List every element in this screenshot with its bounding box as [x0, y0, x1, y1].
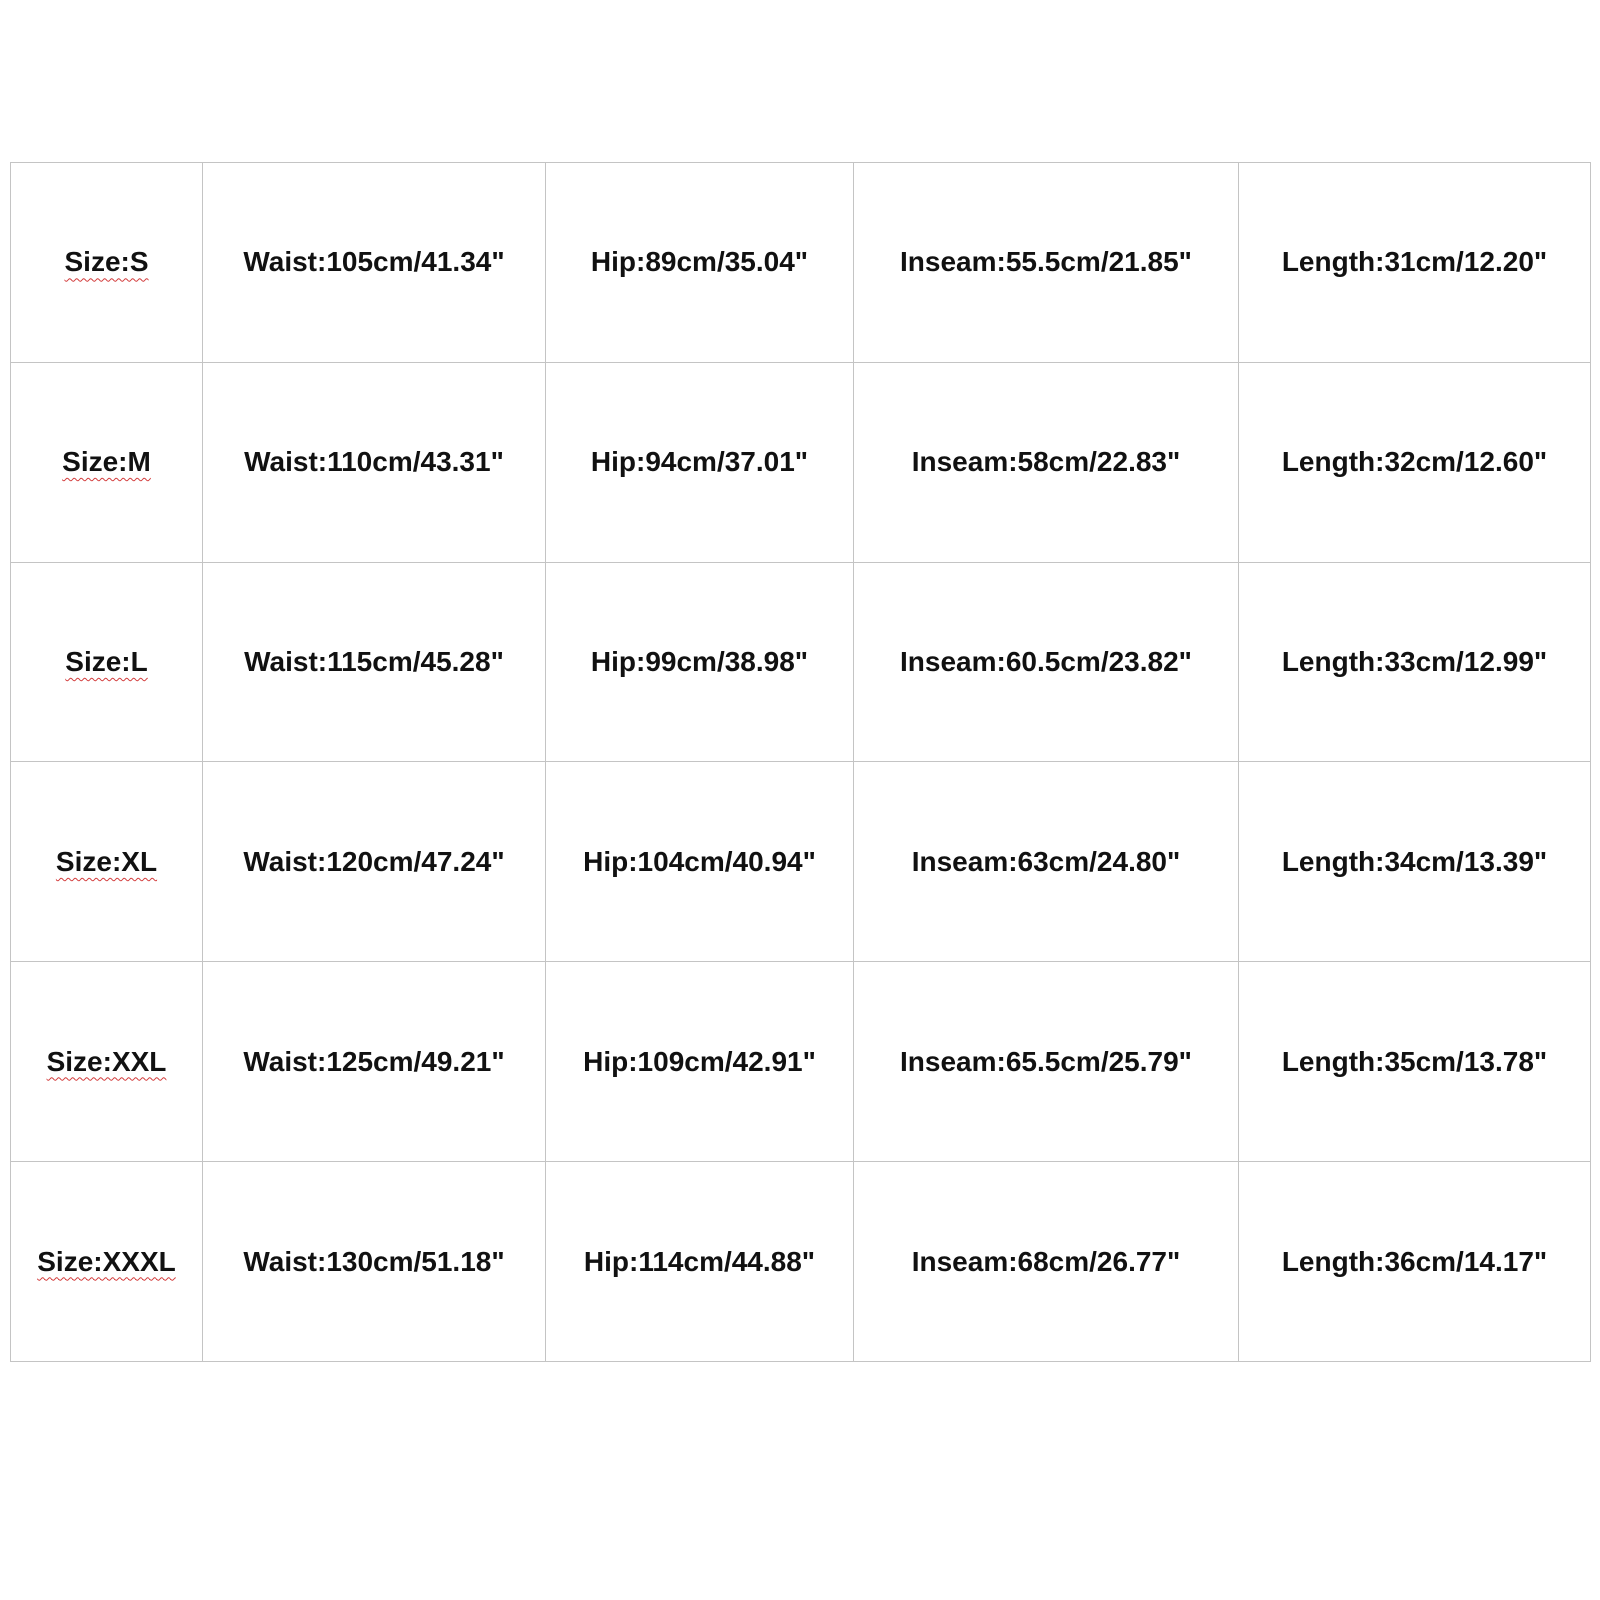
table-row: [11, 163, 1591, 363]
hip-cell: Hip:94cm/37.01": [546, 362, 854, 562]
length-cell: Length:35cm/13.78": [1239, 962, 1591, 1162]
size-chart-table: [10, 162, 1591, 1362]
inseam-cell: Inseam:60.5cm/23.82": [854, 562, 1239, 762]
inseam-cell: Inseam:55.5cm/21.85": [854, 163, 1239, 363]
waist-cell: Waist:110cm/43.31": [203, 362, 546, 562]
hip-cell: Hip:109cm/42.91": [546, 962, 854, 1162]
size-cell: [11, 762, 203, 962]
size-label: Size:XL: [55, 845, 158, 877]
table-row: [11, 1162, 1591, 1362]
inseam-cell: Inseam:65.5cm/25.79": [854, 962, 1239, 1162]
waist-cell: Waist:120cm/47.24": [203, 762, 546, 962]
size-cell: [11, 362, 203, 562]
length-cell: Length:33cm/12.99": [1239, 562, 1591, 762]
table-row: [11, 562, 1591, 762]
length-cell: Length:32cm/12.60": [1239, 362, 1591, 562]
inseam-cell: Inseam:58cm/22.83": [854, 362, 1239, 562]
hip-cell: Hip:104cm/40.94": [546, 762, 854, 962]
waist-cell: Waist:125cm/49.21": [203, 962, 546, 1162]
table-row: [11, 762, 1591, 962]
length-cell: Length:34cm/13.39": [1239, 762, 1591, 962]
hip-cell: Hip:114cm/44.88": [546, 1162, 854, 1362]
table-row: [11, 962, 1591, 1162]
size-label: Size:XXL: [46, 1045, 167, 1077]
waist-cell: Waist:130cm/51.18": [203, 1162, 546, 1362]
size-label: Size:L: [65, 646, 148, 678]
inseam-cell: Inseam:63cm/24.80": [854, 762, 1239, 962]
hip-cell: Hip:89cm/35.04": [546, 163, 854, 363]
length-cell: Length:31cm/12.20": [1239, 163, 1591, 363]
table-row: [11, 362, 1591, 562]
inseam-cell: Inseam:68cm/26.77": [854, 1162, 1239, 1362]
length-cell: Length:36cm/14.17": [1239, 1162, 1591, 1362]
waist-cell: Waist:115cm/45.28": [203, 562, 546, 762]
size-label: Size:M: [62, 446, 151, 478]
size-label: Size:XXXL: [37, 1245, 176, 1277]
waist-cell: Waist:105cm/41.34": [203, 163, 546, 363]
size-cell: [11, 1162, 203, 1362]
hip-cell: Hip:99cm/38.98": [546, 562, 854, 762]
size-cell: [11, 562, 203, 762]
size-cell: [11, 962, 203, 1162]
size-label: Size:S: [64, 246, 149, 278]
size-cell: [11, 163, 203, 363]
